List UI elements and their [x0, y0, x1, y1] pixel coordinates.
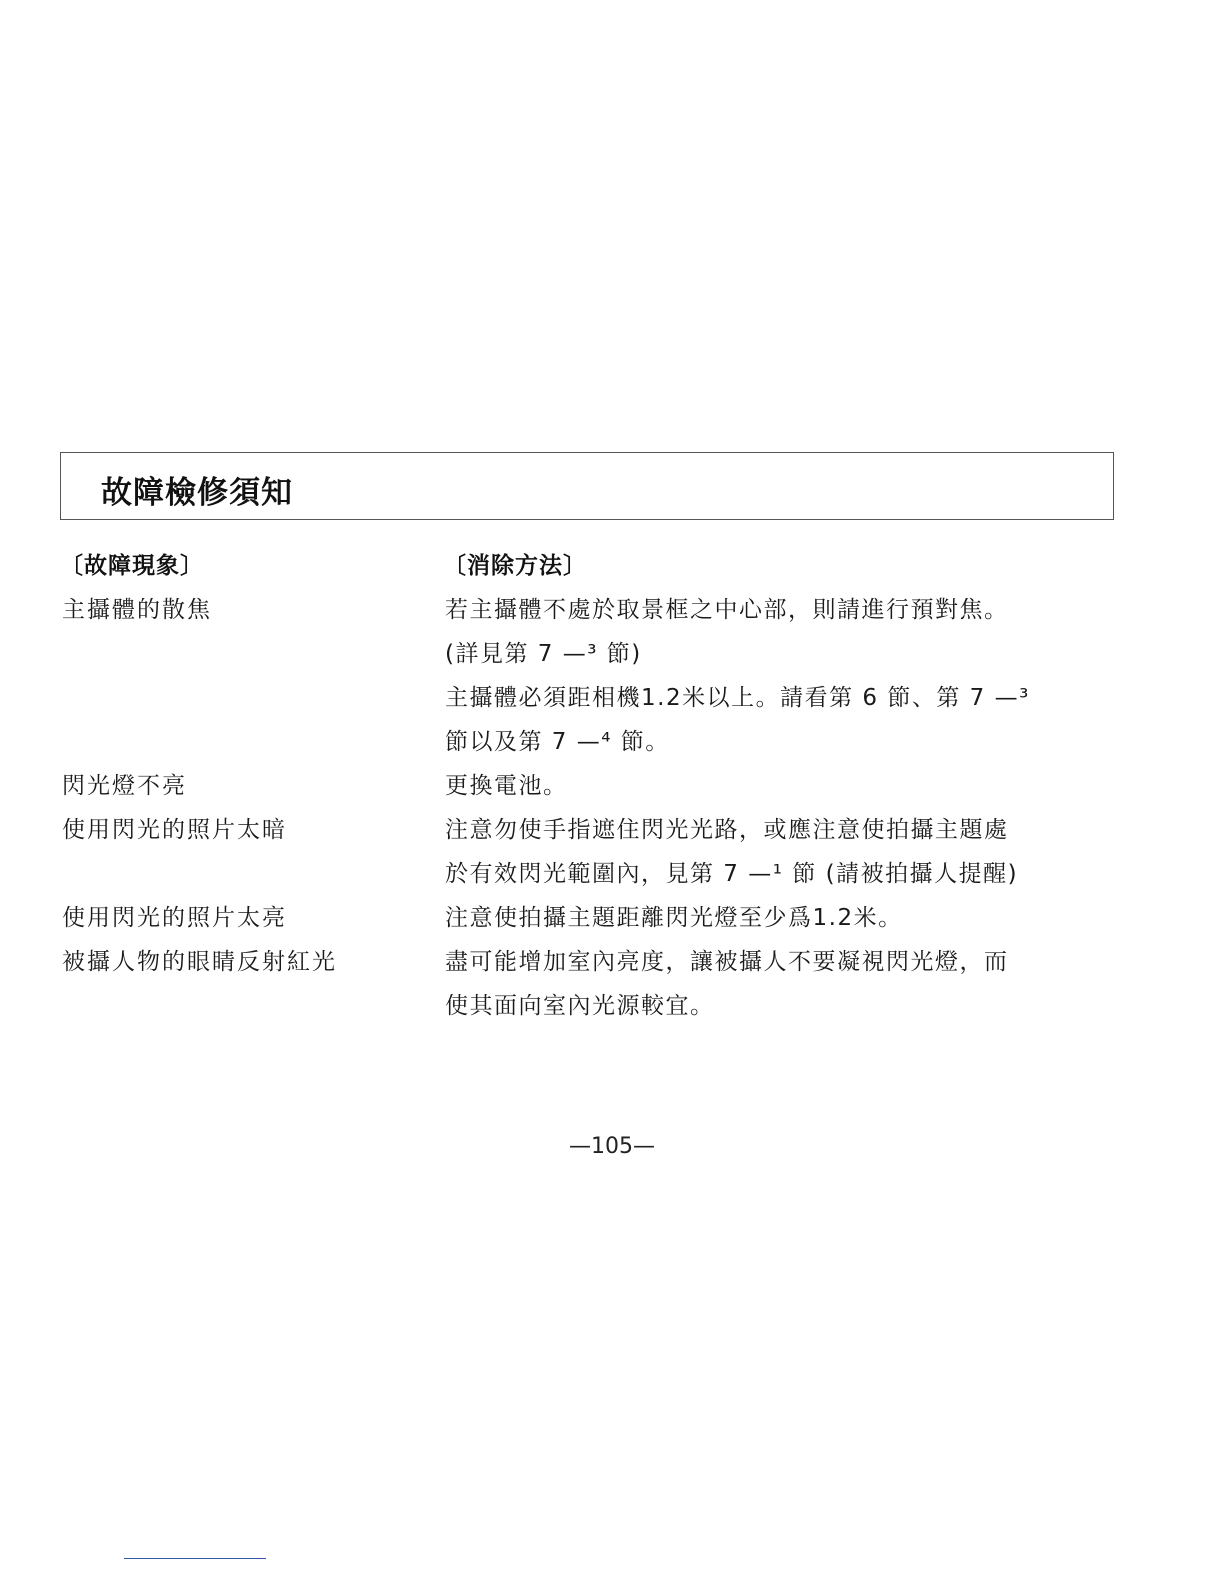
remedy-line: 節以及第 7 —⁴ 節。: [445, 729, 670, 755]
symptom-item: 使用閃光的照片太暗: [62, 817, 287, 843]
remedy-line: 注意使拍攝主題距離閃光燈至少爲1.2米。: [445, 905, 903, 931]
remedy-line: 於有效閃光範圍內，見第 7 —¹ 節 (請被拍攝人提醒): [445, 861, 1019, 887]
remedy-line: 盡可能增加室內亮度，讓被攝人不要凝視閃光燈，而: [445, 949, 1009, 975]
section-title-box: [60, 452, 1114, 520]
remedy-column-header: 〔消除方法〕: [443, 553, 587, 579]
symptom-item: 使用閃光的照片太亮: [62, 905, 287, 931]
footnote-rule: [124, 1558, 266, 1559]
remedy-line: 使其面向室內光源較宜。: [445, 993, 715, 1019]
page-number: —105—: [569, 1134, 655, 1159]
symptom-item: 被攝人物的眼睛反射紅光: [62, 949, 337, 975]
remedy-line: 更換電池。: [445, 773, 568, 799]
remedy-line: 若主攝體不處於取景框之中心部，則請進行預對焦。: [445, 597, 1009, 623]
section-title: 故障檢修須知: [101, 475, 293, 511]
symptom-item: 主攝體的散焦: [62, 597, 212, 623]
remedy-line: 主攝體必須距相機1.2米以上。請看第 6 節、第 7 —³: [445, 685, 1030, 711]
symptom-item: 閃光燈不亮: [62, 773, 187, 799]
remedy-line: (詳見第 7 —³ 節): [445, 641, 642, 667]
symptom-column-header: 〔故障現象〕: [60, 553, 204, 579]
remedy-line: 注意勿使手指遮住閃光光路，或應注意使拍攝主題處: [445, 817, 1009, 843]
